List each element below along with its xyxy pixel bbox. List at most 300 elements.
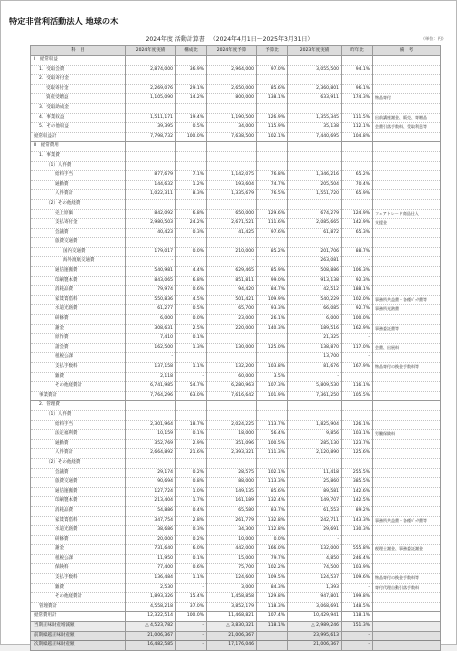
cell-yoy-ratio: 65.2% — [342, 171, 373, 181]
cell-budget-ratio — [257, 410, 288, 420]
cell-actual-2023: 633,911 — [288, 94, 342, 104]
cell-yoy-ratio: - — [342, 641, 373, 651]
account-label: 当期正味財産増減額 — [31, 622, 126, 632]
cell-actual-2024: 16,482,585 — [126, 641, 176, 651]
cell-actual-2023: 674,279 — [288, 209, 342, 219]
table-row — [31, 161, 441, 171]
cell-actual-2023: 3,055,500 — [288, 65, 342, 75]
table-row — [31, 56, 441, 66]
cell-budget-2024 — [207, 199, 257, 209]
cell-budget-2024: 193,604 — [207, 180, 257, 190]
cell-composition: 7.1% — [176, 171, 207, 181]
account-label: 2．管理費 — [31, 401, 126, 411]
cell-yoy-ratio: 199.8% — [342, 593, 373, 603]
remarks-cell — [373, 132, 441, 142]
cell-actual-2024: 2,980,503 — [126, 219, 176, 229]
cell-composition: - — [176, 631, 207, 641]
remarks-cell — [373, 103, 441, 113]
remarks-cell: 物品寄付 — [373, 94, 441, 104]
account-label: （1）人件費 — [31, 161, 126, 171]
account-label: 通勤費 — [31, 439, 126, 449]
remarks-cell — [373, 526, 441, 536]
cell-budget-ratio — [257, 458, 288, 468]
cell-budget-2024: △ 3,830,321 — [207, 622, 257, 632]
remarks-cell — [373, 334, 441, 344]
remarks-cell: フェアトレード商品仕入 — [373, 209, 441, 219]
account-label: 水道光熱費 — [31, 305, 126, 315]
cell-budget-ratio: 97.0% — [257, 65, 288, 75]
account-label: 3．受取助成金 — [31, 103, 126, 113]
cell-composition — [176, 458, 207, 468]
remarks-cell — [373, 564, 441, 574]
account-label: 謝金 — [31, 324, 126, 334]
cell-budget-2024: 41,425 — [207, 228, 257, 238]
cell-budget-2024: 34,000 — [207, 123, 257, 133]
cell-composition: 63.0% — [176, 391, 207, 401]
cell-yoy-ratio: 142.6% — [342, 487, 373, 497]
remarks-cell: 物品寄付の換金手数料等 — [373, 363, 441, 373]
table-row — [31, 113, 441, 123]
cell-budget-2024: 17,176,046 — [207, 641, 257, 651]
account-label: 1．受取会費 — [31, 65, 126, 75]
cell-actual-2023: 4,850 — [288, 554, 342, 564]
cell-yoy-ratio — [342, 401, 373, 411]
cell-budget-ratio: 79.7% — [257, 554, 288, 564]
cell-budget-2024 — [207, 458, 257, 468]
account-label: 家賃賃借料 — [31, 516, 126, 526]
account-label: 通勤費 — [31, 180, 126, 190]
cell-actual-2023: 124,537 — [288, 574, 342, 584]
table-row — [31, 276, 441, 286]
remarks-cell — [373, 257, 441, 267]
column-header-yoy-ratio: 昨年比 — [342, 46, 373, 56]
account-label: 資産受贈益 — [31, 94, 126, 104]
cell-budget-2024: 3,852,179 — [207, 602, 257, 612]
remarks-cell — [373, 228, 441, 238]
account-label: 支払寄付金 — [31, 219, 126, 229]
cell-actual-2024: 6,000 — [126, 315, 176, 325]
table-row — [31, 554, 441, 564]
cell-composition: 1.3% — [176, 343, 207, 353]
cell-composition: 8.3% — [176, 190, 207, 200]
remarks-cell: 労働保険料 — [373, 430, 441, 440]
cell-actual-2024: 11,950 — [126, 554, 176, 564]
account-label: 通信運搬費 — [31, 487, 126, 497]
cell-actual-2023: 149,707 — [288, 497, 342, 507]
remarks-cell — [373, 151, 441, 161]
cell-yoy-ratio: - — [342, 257, 373, 267]
cell-actual-2024: 54,886 — [126, 506, 176, 516]
account-label: 前期繰越正味財産額 — [31, 631, 126, 641]
cell-budget-ratio: 3.5% — [257, 372, 288, 382]
cell-budget-2024: 60,000 — [207, 372, 257, 382]
cell-actual-2023: 2,360,801 — [288, 84, 342, 94]
account-label: 通信運搬費 — [31, 267, 126, 277]
cell-yoy-ratio: 102.0% — [342, 295, 373, 305]
account-label: 支払手数料 — [31, 574, 126, 584]
cell-budget-ratio: 76.5% — [257, 190, 288, 200]
cell-composition: 1.1% — [176, 574, 207, 584]
table-row — [31, 315, 441, 325]
cell-actual-2023: - — [288, 535, 342, 545]
remarks-cell — [373, 199, 441, 209]
cell-yoy-ratio — [342, 75, 373, 85]
remarks-cell — [373, 410, 441, 420]
cell-actual-2024: 2,874,000 — [126, 65, 176, 75]
cell-yoy-ratio: 103.1% — [342, 430, 373, 440]
account-label: Ⅰ 経常収益 — [31, 56, 126, 66]
cell-actual-2023: 89,581 — [288, 487, 342, 497]
cell-composition: - — [176, 641, 207, 651]
cell-budget-2024: 2,650,000 — [207, 84, 257, 94]
cell-actual-2023: 7,361,250 — [288, 391, 342, 401]
column-header-budget-2024: 2024年度予算 — [207, 46, 257, 56]
cell-budget-2024: 220,000 — [207, 324, 257, 334]
account-label: 会議費 — [31, 468, 126, 478]
fiscal-period: （2024年4月1日～2025年3月31日） — [209, 36, 314, 43]
cell-budget-2024 — [207, 353, 257, 363]
cell-budget-ratio: 118.1% — [257, 622, 288, 632]
table-row — [31, 305, 441, 315]
cell-actual-2023 — [288, 238, 342, 248]
account-label: その他経費計 — [31, 382, 126, 392]
cell-actual-2023 — [288, 151, 342, 161]
cell-composition: 6.8% — [176, 209, 207, 219]
remarks-cell: 事務委託費等 — [373, 324, 441, 334]
table-row — [31, 410, 441, 420]
cell-yoy-ratio: 142.5% — [342, 497, 373, 507]
cell-yoy-ratio: 125.6% — [342, 449, 373, 459]
remarks-cell — [373, 458, 441, 468]
account-label: 水道光熱費 — [31, 526, 126, 536]
table-row — [31, 334, 441, 344]
table-row — [31, 180, 441, 190]
activity-statement-table — [30, 45, 441, 651]
remarks-cell — [373, 420, 441, 430]
column-header-budget-ratio: 予算比 — [257, 46, 288, 56]
unit-note: （単位：円） — [420, 36, 446, 41]
table-row — [31, 267, 441, 277]
cell-budget-2024 — [207, 410, 257, 420]
cell-yoy-ratio: 104.8% — [342, 132, 373, 142]
cell-yoy-ratio: 103.9% — [342, 564, 373, 574]
cell-yoy-ratio — [342, 458, 373, 468]
cell-budget-ratio: 85.2% — [257, 247, 288, 257]
account-label: 消耗品費 — [31, 506, 126, 516]
cell-actual-2024 — [126, 410, 176, 420]
cell-budget-ratio — [257, 161, 288, 171]
account-label: 印刷製本費 — [31, 276, 126, 286]
cell-actual-2023: 9,856 — [288, 430, 342, 440]
cell-budget-2024: 261,779 — [207, 516, 257, 526]
cell-composition — [176, 161, 207, 171]
account-label: 租税公課 — [31, 554, 126, 564]
cell-actual-2024: 77,400 — [126, 564, 176, 574]
cell-actual-2024: 352,769 — [126, 439, 176, 449]
cell-composition: 0.8% — [176, 478, 207, 488]
cell-composition — [176, 151, 207, 161]
cell-budget-2024: 18,000 — [207, 430, 257, 440]
remarks-cell — [373, 276, 441, 286]
cell-budget-2024: 2,393,321 — [207, 449, 257, 459]
cell-yoy-ratio: - — [342, 583, 373, 593]
cell-budget-2024: 6,280,963 — [207, 382, 257, 392]
remarks-cell — [373, 641, 441, 651]
remarks-cell: 税理士謝金、事務委託謝金 — [373, 545, 441, 555]
account-label: （2）その他経費 — [31, 458, 126, 468]
cell-actual-2024: 213,404 — [126, 497, 176, 507]
cell-composition: 14.2% — [176, 94, 207, 104]
cell-budget-ratio: 101.9% — [257, 391, 288, 401]
cell-actual-2024: 39,395 — [126, 123, 176, 133]
cell-actual-2024: 136,484 — [126, 574, 176, 584]
cell-actual-2024: △ 4,523,782 — [126, 622, 176, 632]
cell-actual-2023: 263,081 — [288, 257, 342, 267]
cell-yoy-ratio: 385.5% — [342, 478, 373, 488]
cell-composition — [176, 238, 207, 248]
cell-budget-ratio: 113.3% — [257, 478, 288, 488]
account-label: 管理費計 — [31, 602, 126, 612]
account-label: 謝金 — [31, 545, 126, 555]
cell-yoy-ratio — [342, 410, 373, 420]
table-row — [31, 478, 441, 488]
remarks-cell: 寄付代理自動引落手数料 — [373, 583, 441, 593]
cell-actual-2024: 347,754 — [126, 516, 176, 526]
cell-actual-2023: 1,825,904 — [288, 420, 342, 430]
cell-actual-2023: 13,700 — [288, 353, 342, 363]
remarks-cell: 物品寄付の換金手数料等 — [373, 574, 441, 584]
table-row — [31, 602, 441, 612]
cell-actual-2023: 201,706 — [288, 247, 342, 257]
cell-budget-ratio: 118.3% — [257, 602, 288, 612]
table-row — [31, 295, 441, 305]
cell-budget-ratio — [257, 353, 288, 363]
cell-composition: 2.8% — [176, 516, 207, 526]
cell-yoy-ratio: - — [342, 334, 373, 344]
cell-actual-2023: 540,229 — [288, 295, 342, 305]
cell-budget-ratio: 126.9% — [257, 113, 288, 123]
cell-actual-2023: 61,553 — [288, 506, 342, 516]
cell-composition: 0.5% — [176, 305, 207, 315]
cell-budget-ratio: 111.3% — [257, 449, 288, 459]
cell-budget-2024: 65,700 — [207, 305, 257, 315]
cell-actual-2024: 10,159 — [126, 430, 176, 440]
cell-budget-2024: 210,000 — [207, 247, 257, 257]
remarks-cell — [373, 382, 441, 392]
table-row — [31, 487, 441, 497]
cell-actual-2024: 2,664,892 — [126, 449, 176, 459]
account-label: 経常費用計 — [31, 612, 126, 622]
cell-yoy-ratio — [342, 142, 373, 152]
cell-budget-ratio: 76.8% — [257, 171, 288, 181]
cell-actual-2024: 4,558,218 — [126, 602, 176, 612]
cell-actual-2024 — [126, 238, 176, 248]
cell-budget-ratio — [257, 75, 288, 85]
cell-composition: 0.6% — [176, 564, 207, 574]
cell-yoy-ratio: 94.1% — [342, 65, 373, 75]
remarks-cell — [373, 439, 441, 449]
table-row — [31, 142, 441, 152]
account-label: 給料手当 — [31, 420, 126, 430]
cell-actual-2024: 1,511,171 — [126, 113, 176, 123]
cell-composition: 0.2% — [176, 468, 207, 478]
cell-composition: 0.1% — [176, 554, 207, 564]
cell-budget-2024: 21,006,367 — [207, 631, 257, 641]
cell-yoy-ratio: 105.5% — [342, 391, 373, 401]
cell-composition: - — [176, 622, 207, 632]
remarks-cell — [373, 161, 441, 171]
cell-actual-2023: 285,130 — [288, 439, 342, 449]
cell-composition: - — [176, 583, 207, 593]
cell-budget-2024 — [207, 401, 257, 411]
cell-budget-2024: 1,142,075 — [207, 171, 257, 181]
cell-budget-2024: - — [207, 257, 257, 267]
account-label: 人件費計 — [31, 190, 126, 200]
cell-budget-ratio: 56.4% — [257, 430, 288, 440]
cell-composition: 6.0% — [176, 545, 207, 555]
cell-actual-2024: - — [126, 257, 176, 267]
cell-yoy-ratio: - — [342, 353, 373, 363]
cell-yoy-ratio: 117.0% — [342, 343, 373, 353]
table-row — [31, 430, 441, 440]
cell-yoy-ratio — [342, 56, 373, 66]
cell-actual-2023: 138,870 — [288, 343, 342, 353]
table-row — [31, 612, 441, 622]
cell-yoy-ratio: 130.3% — [342, 526, 373, 536]
remarks-cell — [373, 247, 441, 257]
cell-actual-2024 — [126, 142, 176, 152]
cell-budget-ratio: 107.3% — [257, 382, 288, 392]
cell-budget-ratio: 102.2% — [257, 564, 288, 574]
cell-actual-2024: 38,686 — [126, 526, 176, 536]
cell-composition — [176, 199, 207, 209]
cell-budget-2024: 650,000 — [207, 209, 257, 219]
account-label: 租税公課 — [31, 353, 126, 363]
remarks-cell: 事務所光熱費 — [373, 305, 441, 315]
cell-budget-ratio: 113.7% — [257, 420, 288, 430]
cell-budget-2024 — [207, 103, 257, 113]
remarks-cell — [373, 506, 441, 516]
cell-budget-ratio: 83.7% — [257, 506, 288, 516]
cell-budget-ratio: 84.3% — [257, 583, 288, 593]
table-row — [31, 564, 441, 574]
cell-budget-2024 — [207, 56, 257, 66]
cell-budget-ratio: 112.8% — [257, 526, 288, 536]
column-header-actual-2024: 2024年度実績 — [126, 46, 176, 56]
account-label: 雑費 — [31, 583, 126, 593]
cell-budget-ratio — [257, 56, 288, 66]
cell-actual-2023: 42,512 — [288, 286, 342, 296]
table-row — [31, 324, 441, 334]
cell-actual-2023: 189,516 — [288, 324, 342, 334]
cell-composition: 6.8% — [176, 276, 207, 286]
cell-budget-ratio: 85.6% — [257, 84, 288, 94]
cell-composition: 0.6% — [176, 286, 207, 296]
cell-composition: 1.7% — [176, 497, 207, 507]
cell-actual-2023: 29,691 — [288, 526, 342, 536]
cell-actual-2023: - — [288, 372, 342, 382]
cell-actual-2023: 10,429,941 — [288, 612, 342, 622]
cell-budget-ratio — [257, 142, 288, 152]
cell-actual-2023 — [288, 401, 342, 411]
cell-actual-2024: 877,679 — [126, 171, 176, 181]
cell-composition: 0.4% — [176, 506, 207, 516]
cell-yoy-ratio: 188.1% — [342, 286, 373, 296]
cell-yoy-ratio: 109.6% — [342, 574, 373, 584]
column-header-remarks: 備 考 — [373, 46, 441, 56]
cell-budget-ratio: 97.6% — [257, 228, 288, 238]
account-label: 保険料 — [31, 564, 126, 574]
cell-budget-ratio — [257, 103, 288, 113]
cell-budget-ratio: 111.6% — [257, 219, 288, 229]
cell-composition — [176, 75, 207, 85]
cell-actual-2024: 731,640 — [126, 545, 176, 555]
account-label: 事業費計 — [31, 391, 126, 401]
table-header-row — [31, 46, 441, 56]
cell-budget-ratio: 132.4% — [257, 497, 288, 507]
cell-budget-ratio: 74.7% — [257, 180, 288, 190]
cell-budget-ratio: 109.5% — [257, 574, 288, 584]
cell-composition: 1.2% — [176, 180, 207, 190]
cell-actual-2024: 21,006,367 — [126, 631, 176, 641]
remarks-cell: 会費、出展料 — [373, 343, 441, 353]
cell-actual-2023: 242,711 — [288, 516, 342, 526]
cell-budget-2024: 800,000 — [207, 94, 257, 104]
cell-budget-ratio: 129.8% — [257, 593, 288, 603]
cell-budget-2024: 11,468,821 — [207, 612, 257, 622]
cell-actual-2024: 7,764,296 — [126, 391, 176, 401]
cell-budget-2024: 23,000 — [207, 315, 257, 325]
cell-budget-2024: 2,024,225 — [207, 420, 257, 430]
cell-yoy-ratio: 174.3% — [342, 94, 373, 104]
account-label: 研修費 — [31, 315, 126, 325]
account-label: 1．事業費 — [31, 151, 126, 161]
remarks-cell — [373, 142, 441, 152]
cell-budget-2024: 124,600 — [207, 574, 257, 584]
remarks-cell: 事務所共益費・各種ﾊﾞｯｸ費等 — [373, 295, 441, 305]
cell-yoy-ratio: 65.3% — [342, 228, 373, 238]
remarks-cell — [373, 497, 441, 507]
cell-actual-2023: 5,809,530 — [288, 382, 342, 392]
cell-actual-2023: 81,676 — [288, 363, 342, 373]
cell-yoy-ratio: 118.1% — [342, 612, 373, 622]
remarks-cell — [373, 84, 441, 94]
cell-actual-2024: 1,105,090 — [126, 94, 176, 104]
cell-actual-2023 — [288, 161, 342, 171]
remarks-cell — [373, 180, 441, 190]
cell-composition: - — [176, 372, 207, 382]
cell-composition: 15.4% — [176, 593, 207, 603]
account-label: 旅費交通費 — [31, 238, 126, 248]
cell-actual-2023: 66,085 — [288, 305, 342, 315]
cell-budget-2024: 851,811 — [207, 276, 257, 286]
account-label: 売上原価 — [31, 209, 126, 219]
cell-composition: 0.1% — [176, 334, 207, 344]
cell-budget-ratio — [257, 199, 288, 209]
cell-actual-2024: 20,000 — [126, 535, 176, 545]
cell-budget-ratio: 0.0% — [257, 535, 288, 545]
account-label: 海外渡航交通費 — [31, 257, 126, 267]
cell-actual-2023 — [288, 75, 342, 85]
cell-yoy-ratio: 96.1% — [342, 84, 373, 94]
cell-budget-ratio: 115.9% — [257, 123, 288, 133]
account-label: 2．受取寄付金 — [31, 75, 126, 85]
cell-actual-2024 — [126, 103, 176, 113]
cell-actual-2024: 127,724 — [126, 487, 176, 497]
cell-yoy-ratio: 106.3% — [342, 267, 373, 277]
cell-budget-2024 — [207, 151, 257, 161]
cell-composition: 100.0% — [176, 612, 207, 622]
